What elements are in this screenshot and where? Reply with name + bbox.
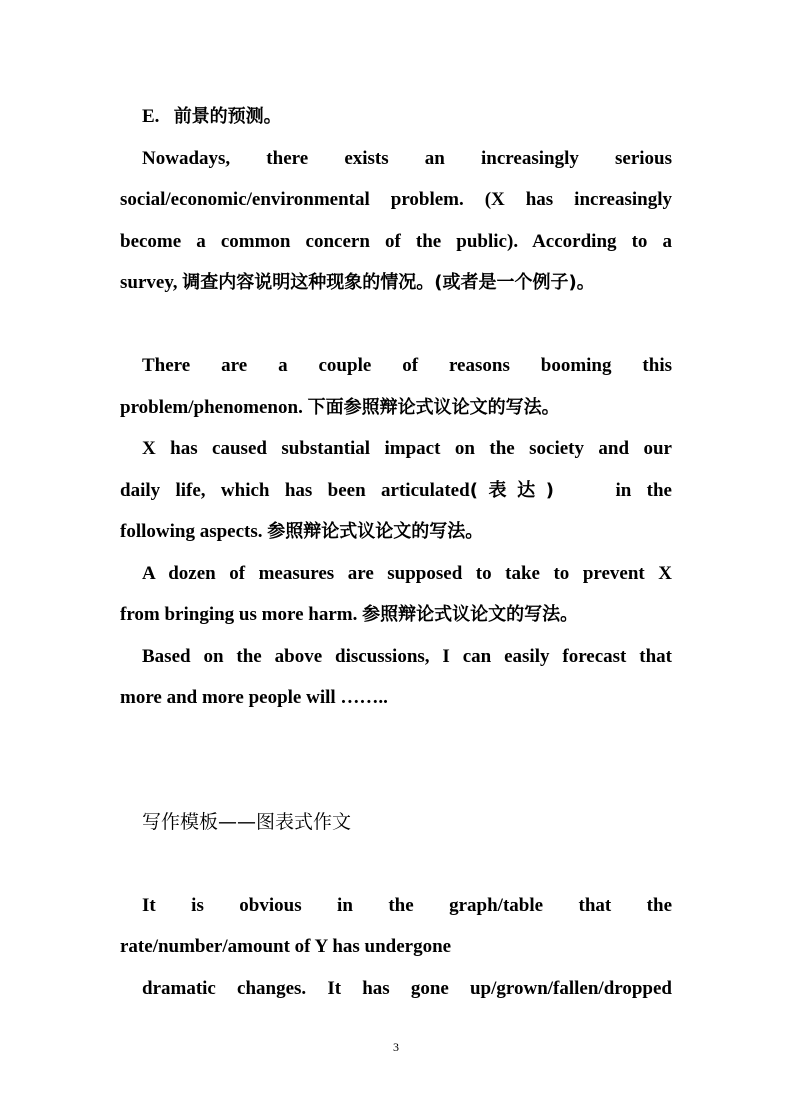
- paragraph-line: more and more people will ……..: [120, 687, 388, 708]
- text-en: daily life, which has been articulated: [120, 479, 470, 501]
- section-e-label: E.: [142, 106, 160, 127]
- paragraph-line: [120, 594, 672, 636]
- blank-line: [120, 719, 672, 761]
- text-cn: 下面参照辩论式议论文的写法。: [307, 396, 560, 418]
- paragraph-reasons: [120, 345, 672, 428]
- paragraph-line: It is obvious in the graph/table that the: [142, 894, 672, 916]
- text-en: in the: [615, 479, 672, 501]
- paragraph-line: Nowadays, there exists an increasingly serious: [142, 147, 672, 169]
- paragraph-line: [120, 262, 672, 304]
- paragraph-line: dramatic changes. It has gone up/grown/fallen/dropped: [142, 977, 672, 999]
- paragraph-line: [120, 511, 672, 553]
- paragraph-graph: [120, 885, 672, 1010]
- text-en: from bringing us more harm.: [120, 604, 363, 625]
- text-cn: 参照辩论式议论文的写法。: [267, 521, 484, 542]
- text-cn: (表达): [469, 479, 554, 501]
- text-en: following aspects.: [120, 521, 268, 542]
- paragraph-line: [120, 387, 672, 429]
- paragraph-line: rate/number/amount of Y has undergone: [120, 936, 452, 957]
- paragraph-line: social/economic/environmental problem. (X has increasingly: [120, 189, 672, 210]
- heading-text: 写作模板: [142, 810, 219, 833]
- paragraph-line: [120, 470, 672, 512]
- section-e-heading: [120, 96, 672, 138]
- blank-line: [120, 304, 672, 346]
- paragraph-line: A dozen of measures are supposed to take to prevent X: [142, 562, 672, 584]
- text-cn: 参照辩论式议论文的写法。: [362, 604, 579, 625]
- paragraph-problem-intro: [120, 138, 672, 304]
- text-en: survey,: [120, 272, 183, 293]
- paragraph-line: There are a couple of reasons booming this: [142, 355, 672, 376]
- paragraph-measures: [120, 553, 672, 636]
- section-e-title: 前景的预测。: [173, 106, 282, 127]
- text-en: problem/phenomenon.: [120, 396, 308, 418]
- page-number: 3: [393, 1040, 399, 1054]
- paragraph-line: Based on the above discussions, I can easily forecast that: [142, 645, 672, 667]
- text-cn: 调查内容说明这种现象的情况。(或者是一个例子)。: [182, 272, 595, 293]
- paragraph-forecast: [120, 636, 672, 719]
- heading-text: 图表式作文: [256, 810, 352, 833]
- paragraph-line: X has caused substantial impact on the society and our: [142, 438, 672, 459]
- blank-line: [120, 760, 672, 802]
- template-heading: [120, 802, 672, 844]
- blank-line: [120, 843, 672, 885]
- paragraph-line: become a common concern of the public). According to a: [120, 230, 672, 252]
- paragraph-impact: [120, 428, 672, 553]
- heading-dash: ——: [218, 810, 257, 833]
- document-page: [120, 96, 672, 1009]
